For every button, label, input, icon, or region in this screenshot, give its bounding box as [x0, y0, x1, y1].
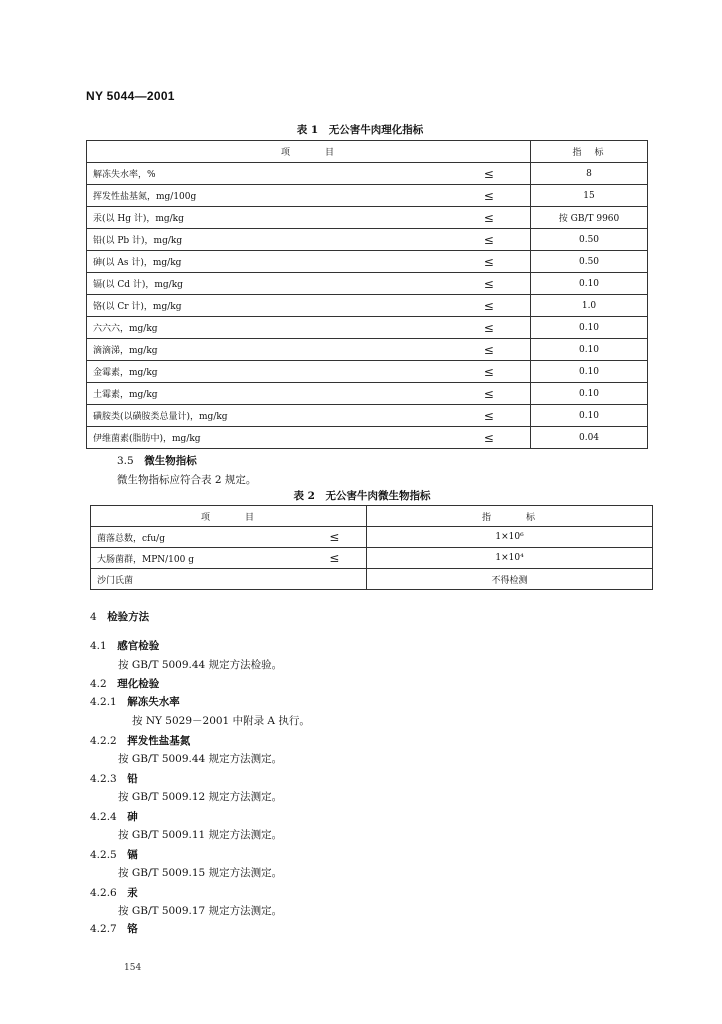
table1-item: 伊维菌素(脂肪中)，mg/kg — [87, 427, 448, 449]
table1-operator: ≤ — [448, 229, 531, 251]
subsection-title: 铬 — [127, 923, 138, 935]
table1-value: 15 — [531, 185, 648, 207]
table1-operator: ≤ — [448, 185, 531, 207]
subsection-text: 按 NY 5029－2001 中附录 A 执行。 — [132, 715, 310, 727]
table1-row — [87, 361, 648, 383]
table1-row — [87, 185, 648, 207]
subsection-heading — [90, 921, 138, 936]
section-3-5-text: 微生物指标应符合表 2 规定。 — [117, 474, 257, 486]
subsection-number: 4.2.4 — [90, 811, 117, 823]
table2-caption: 表 2 无公害牛肉微生物指标 — [293, 490, 431, 502]
subsection-title: 镉 — [127, 849, 138, 861]
table2-value: 1×10⁴ — [367, 548, 653, 569]
section-4-number: 4 — [90, 611, 97, 623]
subsection-text: 按 GB/T 5009.11 规定方法测定。 — [118, 829, 283, 841]
section-3-5-heading — [117, 453, 197, 468]
page-number: 154 — [124, 963, 142, 973]
subsection-text: 按 GB/T 5009.17 规定方法测定。 — [118, 905, 283, 917]
subsection-number: 4.2.5 — [90, 849, 117, 861]
table1-operator: ≤ — [448, 339, 531, 361]
table2-col-item: 项 目 — [91, 506, 367, 527]
table1-value: 0.10 — [531, 383, 648, 405]
subsection-title: 铅 — [127, 773, 138, 785]
subsection-text: 按 GB/T 5009.15 规定方法测定。 — [118, 867, 283, 879]
table1-row — [87, 207, 648, 229]
table1-value: 0.50 — [531, 251, 648, 273]
subsection-number: 4.1 — [90, 640, 107, 652]
subsection-title: 汞 — [127, 887, 138, 899]
subsection-title: 解冻失水率 — [127, 696, 180, 708]
table1-item: 挥发性盐基氮，mg/100g — [87, 185, 448, 207]
table2-value: 不得检测 — [367, 569, 653, 590]
table1-col-item: 项 目 — [87, 141, 531, 163]
table2-row — [91, 548, 653, 569]
table1-item: 砷(以 As 计)，mg/kg — [87, 251, 448, 273]
table1-operator: ≤ — [448, 317, 531, 339]
table1-col-value: 指 标 — [531, 141, 648, 163]
table1-item: 解冻失水率，% — [87, 163, 448, 185]
table1 — [86, 140, 648, 449]
table1-row — [87, 273, 648, 295]
table1-value: 0.10 — [531, 361, 648, 383]
table1-item: 磺胺类(以磺胺类总量计)，mg/kg — [87, 405, 448, 427]
table1-item: 金霉素，mg/kg — [87, 361, 448, 383]
subsection-heading — [90, 676, 159, 691]
subsection-number: 4.2.6 — [90, 887, 117, 899]
table1-row — [87, 163, 648, 185]
table1-value: 0.50 — [531, 229, 648, 251]
table1-item: 铅(以 Pb 计)，mg/kg — [87, 229, 448, 251]
table2-col-value: 指 标 — [367, 506, 653, 527]
table1-row — [87, 405, 648, 427]
subsection-number: 4.2.2 — [90, 735, 117, 747]
subsection-heading — [90, 733, 190, 748]
table2-operator — [303, 569, 367, 590]
table2-value: 1×10⁶ — [367, 527, 653, 548]
table2-operator: ≤ — [303, 548, 367, 569]
table1-value: 0.10 — [531, 273, 648, 295]
table1-value: 0.04 — [531, 427, 648, 449]
table1-row — [87, 427, 648, 449]
table2-row — [91, 527, 653, 548]
table2-row — [91, 569, 653, 590]
table1-item: 滴滴涕，mg/kg — [87, 339, 448, 361]
table1-header-row — [87, 141, 648, 163]
table1-row — [87, 383, 648, 405]
table1-value: 按 GB/T 9960 — [531, 207, 648, 229]
subsection-heading — [90, 638, 159, 653]
table1-value: 8 — [531, 163, 648, 185]
table1-operator: ≤ — [448, 273, 531, 295]
table1-value: 0.10 — [531, 317, 648, 339]
table2-item: 大肠菌群，MPN/100 g — [91, 548, 303, 569]
section-4-title: 检验方法 — [107, 611, 150, 623]
table1-operator: ≤ — [448, 427, 531, 449]
subsection-heading — [90, 771, 138, 786]
subsection-text: 按 GB/T 5009.44 规定方法测定。 — [118, 753, 283, 765]
subsection-text: 按 GB/T 5009.44 规定方法检验。 — [118, 659, 283, 671]
subsection-heading — [90, 847, 138, 862]
table1-row — [87, 317, 648, 339]
table1-operator: ≤ — [448, 361, 531, 383]
section-3-5-title: 微生物指标 — [144, 455, 197, 467]
table1-row — [87, 251, 648, 273]
subsection-number: 4.2.1 — [90, 696, 117, 708]
subsection-title: 砷 — [127, 811, 138, 823]
table1-value: 0.10 — [531, 339, 648, 361]
table1-item: 镉(以 Cd 计)，mg/kg — [87, 273, 448, 295]
table1-item: 汞(以 Hg 计)，mg/kg — [87, 207, 448, 229]
table1-operator: ≤ — [448, 163, 531, 185]
subsection-number: 4.2.3 — [90, 773, 117, 785]
table1-item: 土霉素，mg/kg — [87, 383, 448, 405]
table1-row — [87, 295, 648, 317]
table1-operator: ≤ — [448, 383, 531, 405]
table1-item: 铬(以 Cr 计)，mg/kg — [87, 295, 448, 317]
standard-code: NY 5044—2001 — [86, 89, 175, 103]
table2 — [90, 505, 653, 590]
table1-operator: ≤ — [448, 207, 531, 229]
subsection-number: 4.2.7 — [90, 923, 117, 935]
subsection-heading — [90, 809, 138, 824]
subsection-title: 感官检验 — [117, 640, 160, 652]
subsection-title: 理化检验 — [117, 678, 160, 690]
table1-row — [87, 229, 648, 251]
table1-operator: ≤ — [448, 295, 531, 317]
subsection-title: 挥发性盐基氮 — [127, 735, 191, 747]
subsection-text: 按 GB/T 5009.12 规定方法测定。 — [118, 791, 283, 803]
table1-operator: ≤ — [448, 405, 531, 427]
table1-item: 六六六，mg/kg — [87, 317, 448, 339]
section-3-5-number: 3.5 — [117, 455, 134, 467]
table2-item: 沙门氏菌 — [91, 569, 303, 590]
table1-value: 1.0 — [531, 295, 648, 317]
table1-operator: ≤ — [448, 251, 531, 273]
table1-caption: 表 1 无公害牛肉理化指标 — [296, 124, 424, 136]
subsection-heading — [90, 885, 138, 900]
table2-header-row — [91, 506, 653, 527]
table1-value: 0.10 — [531, 405, 648, 427]
section-4-heading — [90, 609, 149, 624]
table2-operator: ≤ — [303, 527, 367, 548]
subsection-heading — [90, 694, 180, 709]
table1-row — [87, 339, 648, 361]
table2-item: 菌落总数，cfu/g — [91, 527, 303, 548]
subsection-number: 4.2 — [90, 678, 107, 690]
